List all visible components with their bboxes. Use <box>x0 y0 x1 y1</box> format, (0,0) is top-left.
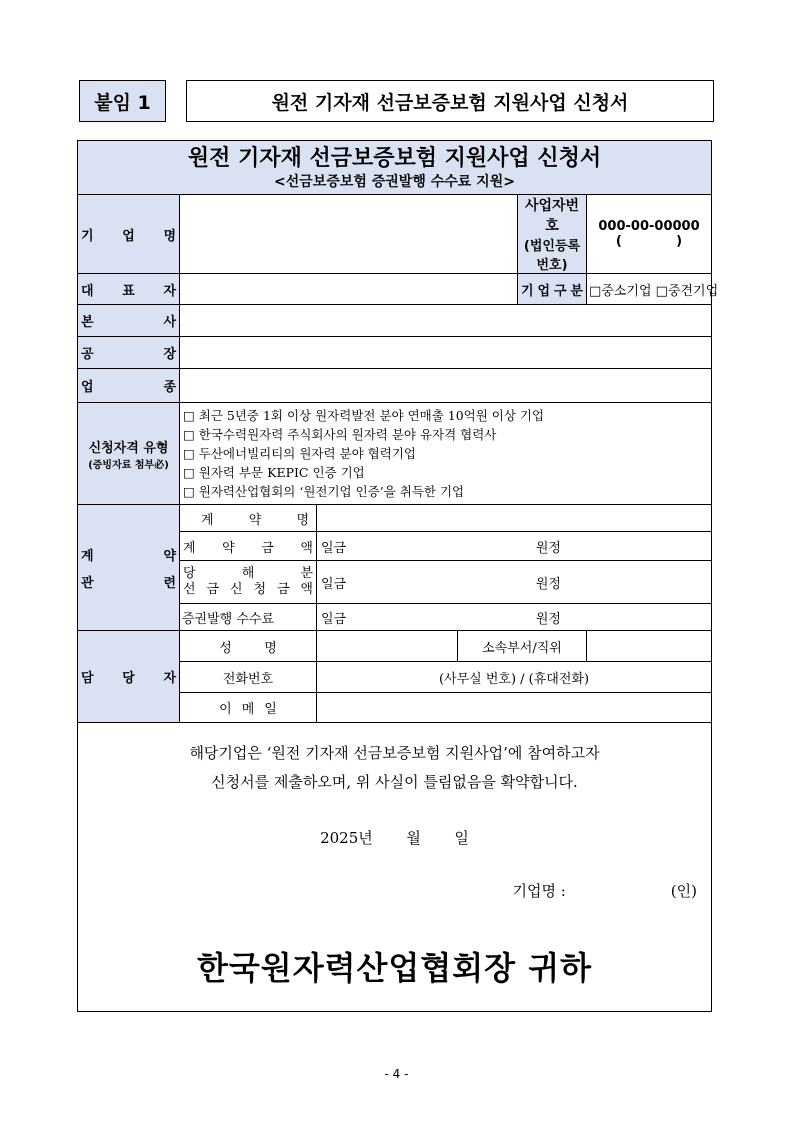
attachment-tag: 붙임 1 <box>79 80 166 122</box>
company-name-label-text <box>81 225 176 244</box>
representative-label <box>78 274 180 305</box>
label-char: 자 <box>163 283 176 299</box>
signature-seal: (인) <box>670 882 697 900</box>
company-type-label-text <box>521 280 583 299</box>
eligibility-options <box>180 403 712 505</box>
biz-number-label <box>518 195 587 274</box>
eligibility-label-1: 신청자격 유형 <box>88 440 169 456</box>
contract-amount-field[interactable] <box>317 532 712 561</box>
label-char: 업 <box>537 283 551 299</box>
eligibility-option[interactable]: □ 두산에너빌리티의 원자력 분야 협력기업 <box>183 446 416 461</box>
label-char: 계 <box>183 540 196 556</box>
currency-prefix: 일금 <box>321 576 347 592</box>
label-char: 종 <box>163 380 176 395</box>
head-office-label <box>78 305 180 337</box>
label-char: 관 <box>81 575 94 591</box>
corp-number-value: ( ) <box>615 234 683 249</box>
label-char: 사 <box>163 315 176 330</box>
eligibility-option[interactable]: □ 원자력산업협회의 ‘원전기업 인증’을 취득한 기업 <box>183 484 465 499</box>
form-subtitle: <선금보증보험 증권발행 수수료 지원> <box>274 173 515 190</box>
label-char: 이 <box>219 702 232 717</box>
label-char: 금 <box>261 540 274 556</box>
label-char: 장 <box>163 347 176 362</box>
pledge-line-1: 해당기업은 ‘원전 기자재 선금보증보험 지원사업’에 참여하고자 <box>189 744 600 762</box>
contract-name-field[interactable] <box>317 505 712 532</box>
advance-amount-field[interactable] <box>317 561 712 604</box>
label-char: 표 <box>122 283 135 299</box>
label-char: 공 <box>81 347 94 362</box>
dept-field[interactable] <box>587 631 712 662</box>
label-char: 명 <box>264 640 277 656</box>
email-label-text <box>183 698 313 717</box>
label-char: 금 <box>276 582 290 597</box>
label-char: 기 <box>521 283 534 299</box>
fee-field[interactable] <box>317 604 712 631</box>
date-year: 2025년 <box>320 829 373 847</box>
label-char: 명 <box>296 512 309 528</box>
label-char: 약 <box>163 548 176 564</box>
label-char: 담 <box>81 671 94 686</box>
industry-label-text <box>81 376 176 395</box>
label-char: 메 <box>241 702 255 717</box>
head-office-label-text <box>81 311 176 330</box>
contract-amount-value <box>317 537 711 556</box>
label-char: 업 <box>81 380 94 395</box>
head-office-field[interactable] <box>180 305 712 337</box>
contract-amount-label-text <box>183 537 313 556</box>
biz-number-label-2: (법인등록번호) <box>523 239 581 273</box>
eligibility-label <box>78 403 180 505</box>
attachment-title: 원전 기자재 선금보증보험 지원사업 신청서 <box>186 80 714 122</box>
representative-label-text <box>81 280 176 299</box>
label-char: 련 <box>163 575 176 591</box>
advance-amount-label-2 <box>183 582 313 598</box>
contract-label-line2 <box>81 572 176 591</box>
signature-line <box>78 880 711 901</box>
label-char: 약 <box>248 512 262 528</box>
label-char: 명 <box>163 228 176 244</box>
label-char: 구 <box>553 283 567 299</box>
label-char: 약 <box>222 540 235 556</box>
fee-label: 증권발행 수수료 <box>180 604 317 631</box>
currency-suffix: 원정 <box>535 611 561 627</box>
form-title-block <box>78 141 712 195</box>
label-char: 업 <box>122 228 135 244</box>
label-char: 성 <box>219 640 232 656</box>
email-field[interactable] <box>317 693 712 723</box>
pledge-section <box>78 723 712 1012</box>
company-type-field <box>587 274 719 305</box>
label-char: 액 <box>300 540 313 556</box>
label-char: 당 <box>183 566 196 581</box>
label-char: 계 <box>81 548 94 564</box>
application-date <box>78 827 711 848</box>
label-char: 대 <box>81 283 94 299</box>
contact-name-label-text <box>183 637 313 656</box>
label-char: 자 <box>163 671 176 686</box>
date-day: 일 <box>454 829 469 847</box>
contact-name-field[interactable] <box>317 631 458 662</box>
contract-amount-label <box>180 532 317 561</box>
factory-label <box>78 337 180 369</box>
contract-label-line1 <box>81 545 176 564</box>
label-char: 액 <box>300 582 313 597</box>
representative-field[interactable] <box>180 274 518 305</box>
biz-number-field[interactable] <box>587 195 712 274</box>
label-char: 청 <box>253 582 267 597</box>
currency-suffix: 원정 <box>535 540 561 556</box>
label-char: 금 <box>206 582 220 597</box>
biz-number-value: 000-00-00000 <box>598 219 700 234</box>
factory-label-text <box>81 343 176 362</box>
pledge-text <box>78 739 711 797</box>
company-name-label <box>78 195 180 274</box>
date-month: 월 <box>406 829 421 847</box>
eligibility-option[interactable]: □ 원자력 부문 KEPIC 인증 기업 <box>183 465 365 480</box>
contact-label <box>78 631 180 723</box>
label-char: 선 <box>183 582 196 597</box>
factory-field[interactable] <box>180 337 712 369</box>
industry-field[interactable] <box>180 369 712 403</box>
contract-name-label-text <box>183 509 313 528</box>
label-char: 분 <box>570 283 583 299</box>
page-number: - 4 - <box>384 1067 409 1081</box>
addressee: 한국원자력산업협회장 귀하 <box>196 949 593 987</box>
pledge-line-2: 신청서를 제출하오며, 위 사실이 틀림없음을 확약합니다. <box>211 773 578 791</box>
advance-amount-value <box>317 573 711 592</box>
contact-name-label <box>180 631 317 662</box>
contract-name-label <box>180 505 317 532</box>
label-char: 일 <box>264 702 277 717</box>
currency-suffix: 원정 <box>535 576 561 592</box>
advance-amount-label-1 <box>183 566 313 582</box>
eligibility-label-2: (증빙자료 첨부必) <box>88 459 169 471</box>
company-type-label <box>518 274 587 305</box>
sme-checkbox[interactable]: □중소기업 <box>589 283 652 299</box>
industry-label <box>78 369 180 403</box>
company-name-field[interactable] <box>180 195 518 274</box>
label-char: 본 <box>81 315 94 330</box>
eligibility-option[interactable]: □ 최근 5년중 1회 이상 원자력발전 분야 연매출 10억원 이상 기업 <box>183 408 545 423</box>
contact-label-text <box>81 667 176 686</box>
currency-prefix: 일금 <box>321 611 347 627</box>
application-form <box>77 140 719 1012</box>
contract-label <box>78 505 180 631</box>
phone-field[interactable]: (사무실 번호) / (휴대전화) <box>317 662 712 693</box>
label-char: 분 <box>300 566 313 581</box>
advance-amount-label <box>180 561 317 604</box>
phone-label: 전화번호 <box>180 662 317 693</box>
label-char: 해 <box>241 566 255 581</box>
dept-label: 소속부서/직위 <box>458 631 587 662</box>
midsize-checkbox[interactable]: □중견기업 <box>655 283 719 299</box>
currency-prefix: 일금 <box>321 540 347 556</box>
form-title: 원전 기자재 선금보증보험 지원사업 신청서 <box>187 145 602 171</box>
fee-value <box>317 608 711 627</box>
label-char: 당 <box>122 671 135 686</box>
label-char: 계 <box>201 512 214 528</box>
signature-label: 기업명 : <box>512 882 566 900</box>
email-label <box>180 693 317 723</box>
eligibility-option[interactable]: □ 한국수력원자력 주식회사의 원자력 분야 유자격 협력사 <box>183 427 497 442</box>
biz-number-label-1: 사업자번호 <box>524 198 580 234</box>
label-char: 신 <box>229 582 243 597</box>
label-char: 기 <box>81 228 94 244</box>
